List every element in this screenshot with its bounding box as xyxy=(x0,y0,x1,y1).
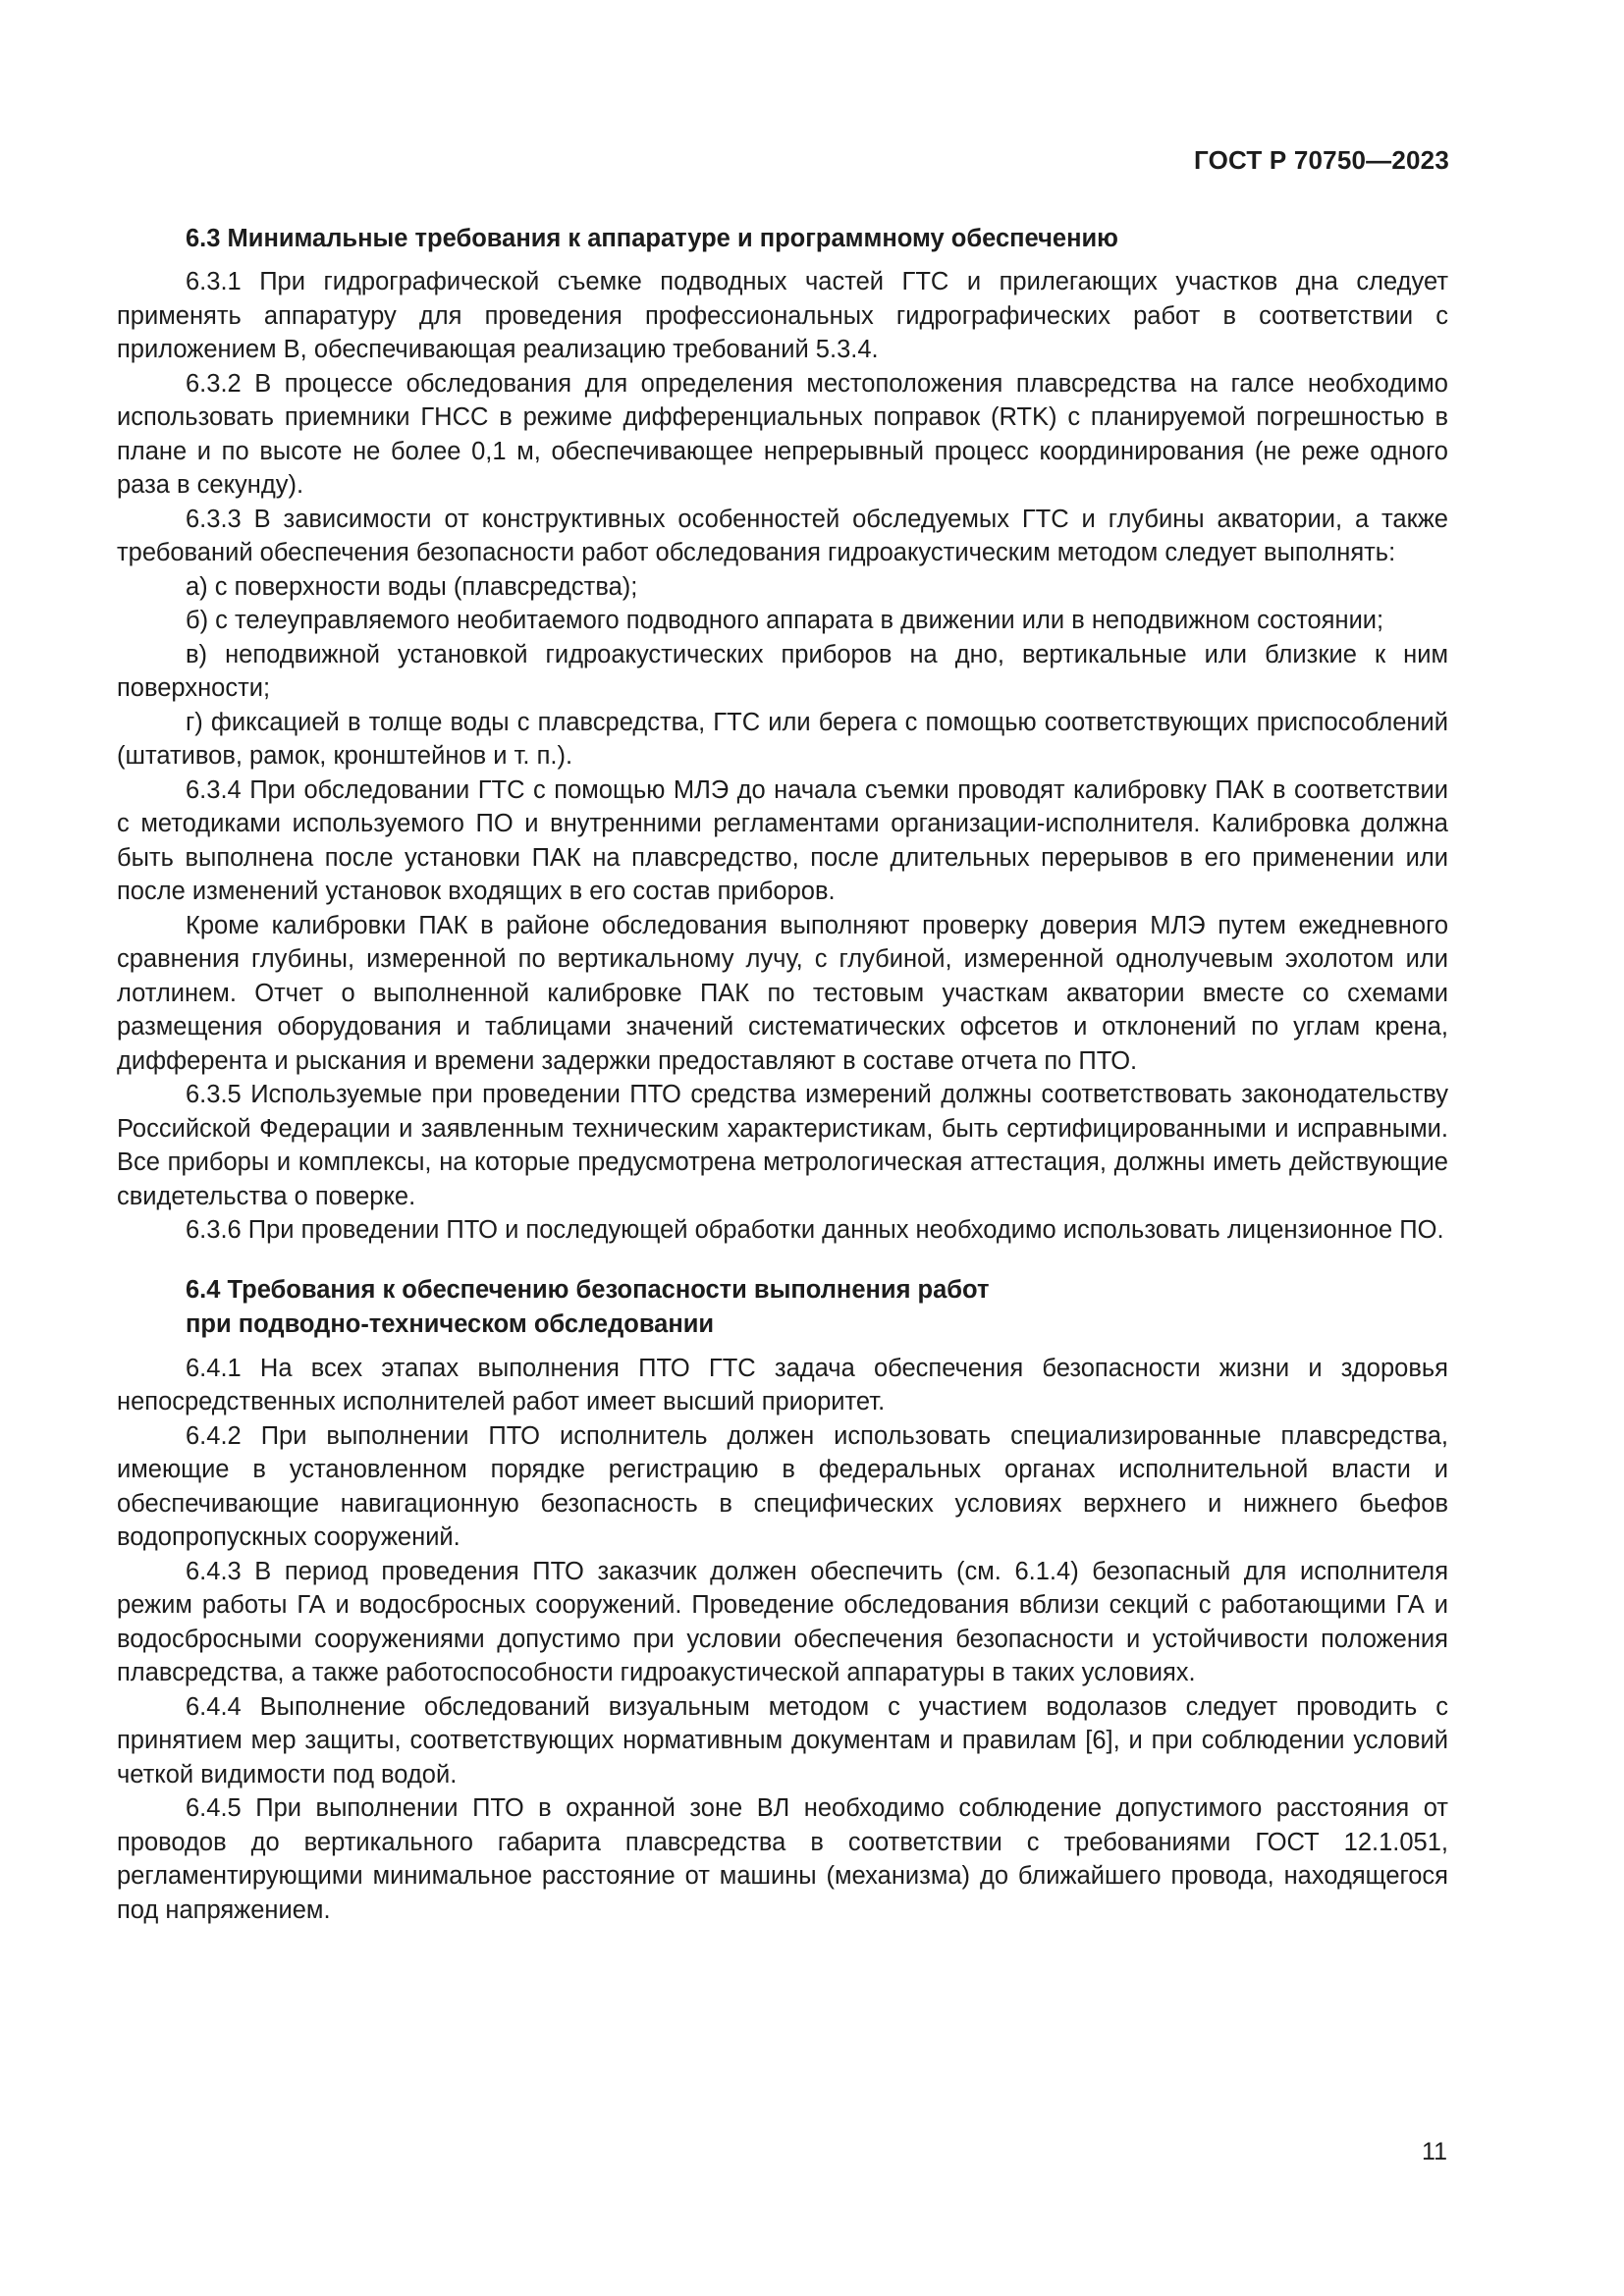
section-6-4-heading xyxy=(117,1273,1448,1342)
section-6-4-heading-line-1: 6.4 Требования к обеспечению безопасности выполнения работ xyxy=(186,1275,990,1304)
paragraph-6-3-5: 6.3.5 Используемые при проведении ПТО средства измерений должны соответствовать законодательству Российской Федерации и заявленным техническим характеристикам, быть сертифицированными и исправными. Все приборы и комплексы, на которые предусмотрена метрологическая аттестация, должны иметь действующие свидетельства о поверке. xyxy=(117,1081,1448,1210)
paragraph-6-4-2: 6.4.2 При выполнении ПТО исполнитель должен использовать специализированные плавсредства, имеющие в установленном порядке регистрацию в федеральных органах исполнительной власти и обеспечивающие навигационную безопасность в специфических условиях верхнего и нижнего бьефов водопропускных сооружений. xyxy=(117,1421,1448,1551)
paragraph-6-3-6: 6.3.6 При проведении ПТО и последующей обработки данных необходимо использовать лицензионное ПО. xyxy=(186,1216,1444,1244)
paragraph-6-3-1: 6.3.1 При гидрографической съемке подводных частей ГТС и прилегающих участков дна следует применять аппаратуру для проведения профессиональных гидрографических работ в соответствии с приложением В, обеспечивающая реализацию требований 5.3.4. xyxy=(117,268,1448,363)
document-code-header: ГОСТ Р 70750—2023 xyxy=(1194,145,1449,175)
section-6-4-heading-line-2: при подводно-техническом обследовании xyxy=(186,1309,715,1338)
page-number: 11 xyxy=(1422,2138,1447,2165)
paragraph-6-3-2: 6.3.2 В процессе обследования для определения местоположения плавсредства на галсе необходимо использовать приемники ГНСС в режиме дифференциальных поправок (RTK) с планируемой погрешностью в плане и по высоте не более 0,1 м, обеспечивающее непрерывный процесс координирования (не реже одного раза в секунду). xyxy=(117,369,1448,499)
list-item-a: а) с поверхности воды (плавсредства); xyxy=(186,572,638,601)
list-item-b: б) с телеуправляемого необитаемого подводного аппарата в движении или в неподвижном состоянии; xyxy=(186,607,1384,634)
section-6-3-heading: 6.3 Минимальные требования к аппаратуре и программному обеспечению xyxy=(186,225,1118,252)
paragraph-6-4-4: 6.4.4 Выполнение обследований визуальным методом с участием водолазов следует проводить с принятием мер защиты, соответствующих нормативным документам и правилам [6], и при соблюдении условий четкой видимости под водой. xyxy=(117,1692,1448,1789)
paragraph-6-3-3: 6.3.3 В зависимости от конструктивных особенностей обследуемых ГТС и глубины акватории, а также требований обеспечения безопасности работ обследования гидроакустическим методом следует выполнять: xyxy=(117,505,1448,566)
list-item-v: в) неподвижной установкой гидроакустических приборов на дно, вертикальные или близкие к ним поверхности; xyxy=(117,640,1448,702)
paragraph-6-4-3: 6.4.3 В период проведения ПТО заказчик должен обеспечить (см. 6.1.4) безопасный для исполнителя режим работы ГА и водосбросных сооружений. Проведение обследования вблизи секций с работающими ГА и водосбросными сооружениями допустимо при условии обеспечения безопасности и устойчивости положения плавсредства, а также работоспособности гидроакустической аппаратуры в таких условиях. xyxy=(117,1557,1448,1686)
page-content xyxy=(117,222,1448,1927)
paragraph-6-4-1: 6.4.1 На всех этапах выполнения ПТО ГТС задача обеспечения безопасности жизни и здоровья непосредственных исполнителей работ имеет высший приоритет. xyxy=(117,1354,1448,1415)
paragraph-6-3-4: 6.3.4 При обследовании ГТС с помощью МЛЭ до начала съемки проводят калибровку ПАК в соответствии с методиками используемого ПО и внутренними регламентами организации-исполнителя. Калибровка должна быть выполнена после установки ПАК на плавсредство, после длительных перерывов в его применении или после изменений установок входящих в его состав приборов. xyxy=(117,775,1448,905)
paragraph-6-3-4-continued: Кроме калибровки ПАК в районе обследования выполняют проверку доверия МЛЭ путем ежедневного сравнения глубины, измеренной по вертикальному лучу, с глубиной, измеренной однолучевым эхолотом или лотлинем. Отчет о выполненной калибровке ПАК по тестовым участкам акватории вместе со схемами размещения оборудования и таблицами значений систематических офсетов и отклонений по углам крена, дифферента и рыскания и времени задержки предоставляют в составе отчета по ПТО. xyxy=(117,911,1448,1075)
paragraph-6-4-5: 6.4.5 При выполнении ПТО в охранной зоне ВЛ необходимо соблюдение допустимого расстояния от проводов до вертикального габарита плавсредства в соответствии с требованиями ГОСТ 12.1.051, регламентирующими минимальное расстояние от машины (механизма) до ближайшего провода, находящегося под напряжением. xyxy=(117,1794,1448,1924)
list-item-g: г) фиксацией в толще воды с плавсредства, ГТС или берега с помощью соответствующих приспособлений (штативов, рамок, кронштейнов и т. п.). xyxy=(117,708,1448,770)
